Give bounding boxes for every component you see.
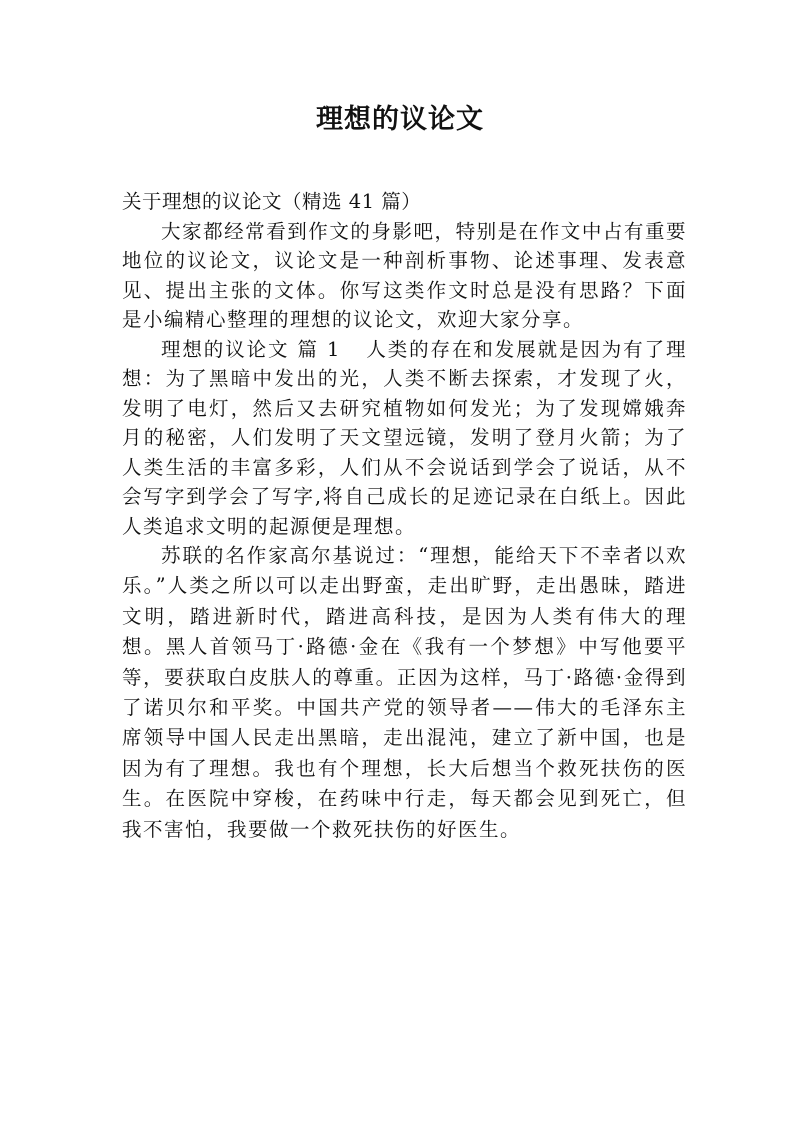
essay-1-paragraph-2: 苏联的名作家高尔基说过：“理想，能给天下不幸者以欢乐。”人类之所以可以走出野蛮，走出旷野，走出愚昧，踏进文明，踏进新时代，踏进高科技，是因为人类有伟大的理想。黑人首领马丁·路德·金在《我有一个梦想》中写他要平等，要获取白皮肤人的尊重。正因为这样，马丁·路德·金得到了诺贝尔和平奖。中国共产党的领导者——伟大的毛泽东主席领导中国人民走出黑暗，走出混沌，建立了新中国，也是因为有了理想。我也有个理想，长大后想当个救死扶伤的医生。在医院中穿梭，在药味中行走，每天都会见到死亡，但我不害怕，我要做一个救死扶伤的好医生。 — [122, 544, 687, 841]
essay-1-heading: 理想的议论文 篇 1 — [161, 337, 341, 361]
document-title: 理想的议论文 — [316, 104, 484, 135]
essay-1-paragraph-1 — [122, 335, 687, 542]
essay-1-paragraph-1-text: 人类的存在和发展就是因为有了理想：为了黑暗中发出的光，人类不断去探索，才发现了火，发明了电灯，然后又去研究植物如何发光；为了发现嫦娥奔月的秘密，人们发明了天文望远镜，发明了登月火箭；为了人类生活的丰富多彩，人们从不会说话到学会了说话，从不会写字到学会了写字,将自己成长的足迹记录在白纸上。因此人类追求文明的起源便是理想。 — [122, 337, 687, 538]
document-subtitle: 关于理想的议论文（精选 41 篇） — [122, 190, 422, 213]
document-body — [122, 187, 687, 845]
intro-paragraph: 大家都经常看到作文的身影吧，特别是在作文中占有重要地位的议论文，议论文是一种剖析事物、论述事理、发表意见、提出主张的文体。你写这类作文时总是没有思路？下面是小编精心整理的理想的议论文，欢迎大家分享。 — [122, 219, 687, 331]
